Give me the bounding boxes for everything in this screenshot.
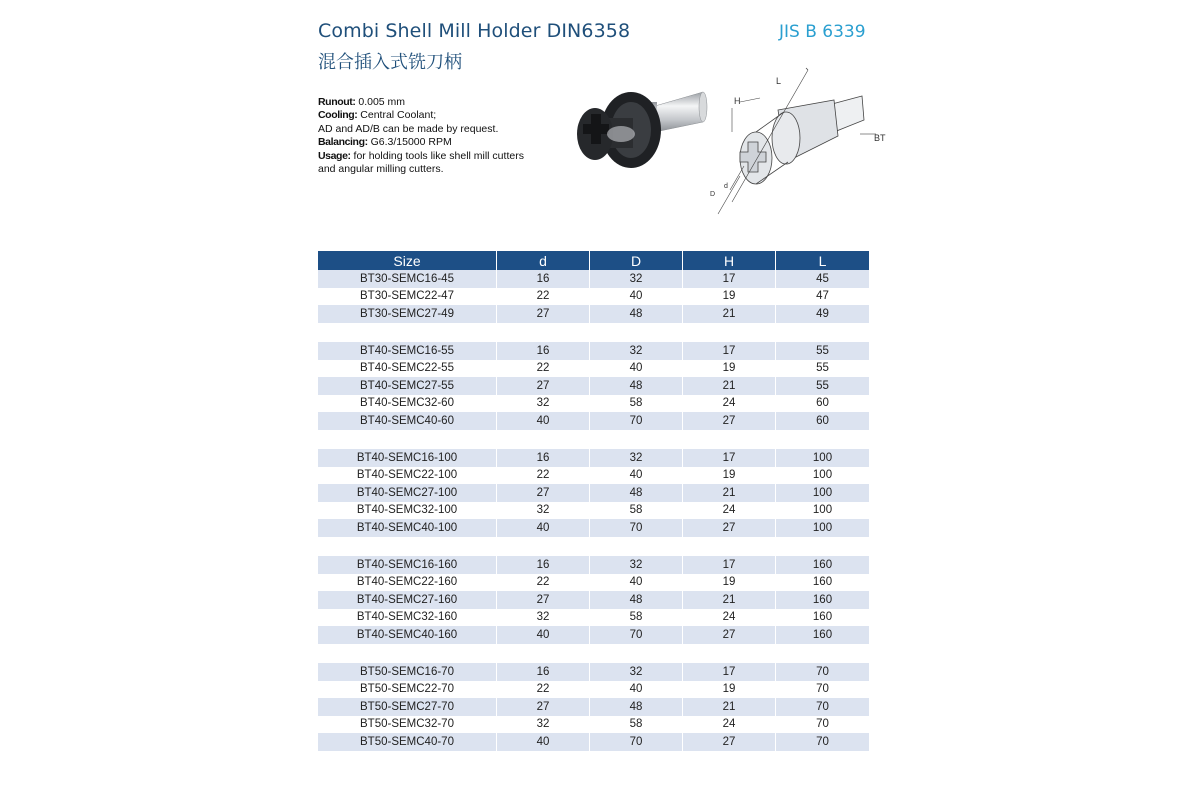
cell-l: 49 <box>776 305 869 323</box>
cell-l: 60 <box>776 395 869 413</box>
spec-cooling-note: AD and AD/B can be made by request. <box>318 122 499 135</box>
cell-h: 17 <box>683 342 776 360</box>
cell-big-d: 58 <box>590 502 683 520</box>
cell-h: 19 <box>683 574 776 592</box>
cell-size: BT50-SEMC16-70 <box>318 663 497 681</box>
cell-l: 47 <box>776 288 869 306</box>
cell-h: 27 <box>683 733 776 751</box>
cell-big-d: 58 <box>590 716 683 734</box>
cell-big-d: 48 <box>590 484 683 502</box>
table-body <box>318 270 869 751</box>
table-row <box>318 305 869 323</box>
cell-size: BT50-SEMC27-70 <box>318 698 497 716</box>
cell-big-d: 40 <box>590 574 683 592</box>
table-row <box>318 626 869 644</box>
cell-h: 24 <box>683 395 776 413</box>
cell-big-d: 32 <box>590 663 683 681</box>
cell-l: 100 <box>776 519 869 537</box>
cell-l: 160 <box>776 626 869 644</box>
cell-big-d: 58 <box>590 395 683 413</box>
cell-d: 22 <box>497 360 590 378</box>
cell-big-d: 40 <box>590 681 683 699</box>
separator-cell <box>318 323 869 343</box>
cell-d: 27 <box>497 484 590 502</box>
table-row <box>318 484 869 502</box>
separator-cell <box>318 430 869 450</box>
cell-h: 27 <box>683 626 776 644</box>
cell-h: 19 <box>683 467 776 485</box>
cell-big-d: 40 <box>590 288 683 306</box>
cell-h: 17 <box>683 663 776 681</box>
table-row <box>318 342 869 360</box>
cell-big-d: 32 <box>590 342 683 360</box>
table-header-row <box>318 251 869 270</box>
column-header-size: Size <box>318 251 497 270</box>
column-header-l: L <box>776 251 869 270</box>
cell-big-d: 70 <box>590 626 683 644</box>
cell-d: 40 <box>497 733 590 751</box>
cell-size: BT30-SEMC27-49 <box>318 305 497 323</box>
cell-size: BT40-SEMC32-100 <box>318 502 497 520</box>
cell-d: 16 <box>497 270 590 288</box>
table-row <box>318 591 869 609</box>
cell-l: 55 <box>776 342 869 360</box>
cell-d: 32 <box>497 716 590 734</box>
cell-size: BT40-SEMC16-55 <box>318 342 497 360</box>
table-row <box>318 449 869 467</box>
cell-big-d: 70 <box>590 412 683 430</box>
cell-big-d: 70 <box>590 733 683 751</box>
cell-big-d: 48 <box>590 698 683 716</box>
group-separator <box>318 537 869 557</box>
cell-l: 100 <box>776 502 869 520</box>
table-row <box>318 377 869 395</box>
cell-d: 27 <box>497 698 590 716</box>
cell-l: 70 <box>776 716 869 734</box>
cell-big-d: 32 <box>590 449 683 467</box>
cell-h: 27 <box>683 519 776 537</box>
cell-size: BT50-SEMC22-70 <box>318 681 497 699</box>
table-row <box>318 663 869 681</box>
cell-size: BT50-SEMC40-70 <box>318 733 497 751</box>
cell-size: BT40-SEMC27-160 <box>318 591 497 609</box>
cell-d: 32 <box>497 502 590 520</box>
cell-l: 55 <box>776 360 869 378</box>
cell-l: 100 <box>776 449 869 467</box>
cell-l: 55 <box>776 377 869 395</box>
cell-h: 21 <box>683 591 776 609</box>
column-header-d: d <box>497 251 590 270</box>
table-row <box>318 716 869 734</box>
spec-cooling: Cooling: Central Coolant; <box>318 109 437 122</box>
cell-d: 40 <box>497 626 590 644</box>
page-title: Combi Shell Mill Holder DIN6358 <box>318 20 631 42</box>
cell-big-d: 32 <box>590 556 683 574</box>
cell-l: 60 <box>776 412 869 430</box>
cell-big-d: 48 <box>590 591 683 609</box>
cell-h: 24 <box>683 609 776 627</box>
cell-h: 19 <box>683 681 776 699</box>
table-row <box>318 270 869 288</box>
cell-l: 70 <box>776 698 869 716</box>
cell-l: 45 <box>776 270 869 288</box>
group-separator <box>318 644 869 664</box>
group-separator <box>318 430 869 450</box>
cell-big-d: 48 <box>590 377 683 395</box>
cell-size: BT40-SEMC32-60 <box>318 395 497 413</box>
cell-l: 160 <box>776 609 869 627</box>
cell-size: BT40-SEMC32-160 <box>318 609 497 627</box>
cell-big-d: 48 <box>590 305 683 323</box>
cell-d: 40 <box>497 519 590 537</box>
table-row <box>318 360 869 378</box>
table-row <box>318 574 869 592</box>
cell-big-d: 40 <box>590 360 683 378</box>
cell-d: 22 <box>497 467 590 485</box>
table-row <box>318 288 869 306</box>
table-row <box>318 698 869 716</box>
cell-d: 16 <box>497 342 590 360</box>
cell-h: 17 <box>683 449 776 467</box>
cell-big-d: 58 <box>590 609 683 627</box>
cell-d: 27 <box>497 377 590 395</box>
page-title-chinese: 混合插入式铣刀柄 <box>318 52 462 73</box>
cell-d: 16 <box>497 556 590 574</box>
spec-usage: Usage: for holding tools like shell mill cutters and angular milling cutters. <box>318 149 524 176</box>
table-row <box>318 412 869 430</box>
cell-d: 32 <box>497 609 590 627</box>
cell-d: 16 <box>497 449 590 467</box>
separator-cell <box>318 537 869 557</box>
cell-h: 19 <box>683 360 776 378</box>
drawing-label-d-large: D <box>710 191 716 198</box>
table-row <box>318 733 869 751</box>
cell-d: 27 <box>497 305 590 323</box>
cell-h: 21 <box>683 484 776 502</box>
table-row <box>318 519 869 537</box>
drawing-label-l: L <box>776 76 782 86</box>
cell-big-d: 40 <box>590 467 683 485</box>
table-row <box>318 556 869 574</box>
cell-size: BT40-SEMC16-100 <box>318 449 497 467</box>
technical-drawing <box>700 62 895 232</box>
cell-size: BT40-SEMC22-160 <box>318 574 497 592</box>
spec-table <box>318 251 869 751</box>
cell-d: 22 <box>497 574 590 592</box>
cell-size: BT40-SEMC27-100 <box>318 484 497 502</box>
cell-d: 22 <box>497 681 590 699</box>
cell-h: 17 <box>683 556 776 574</box>
cell-h: 21 <box>683 305 776 323</box>
cell-h: 17 <box>683 270 776 288</box>
drawing-label-d-small: d <box>724 183 728 190</box>
separator-cell <box>318 644 869 664</box>
cell-big-d: 32 <box>590 270 683 288</box>
cell-l: 160 <box>776 574 869 592</box>
cell-l: 100 <box>776 467 869 485</box>
cell-l: 70 <box>776 663 869 681</box>
cell-l: 70 <box>776 681 869 699</box>
table-row <box>318 609 869 627</box>
cell-d: 27 <box>497 591 590 609</box>
cell-d: 40 <box>497 412 590 430</box>
cell-h: 21 <box>683 377 776 395</box>
cell-size: BT30-SEMC16-45 <box>318 270 497 288</box>
standard-label: JIS B 6339 <box>779 22 866 42</box>
cell-h: 24 <box>683 716 776 734</box>
cell-size: BT40-SEMC40-160 <box>318 626 497 644</box>
cell-l: 160 <box>776 556 869 574</box>
cell-h: 27 <box>683 412 776 430</box>
cell-size: BT40-SEMC22-100 <box>318 467 497 485</box>
column-header-h: H <box>683 251 776 270</box>
cell-h: 24 <box>683 502 776 520</box>
cell-size: BT40-SEMC40-100 <box>318 519 497 537</box>
cell-h: 21 <box>683 698 776 716</box>
cell-l: 100 <box>776 484 869 502</box>
cell-l: 160 <box>776 591 869 609</box>
table-row <box>318 467 869 485</box>
cell-size: BT40-SEMC16-160 <box>318 556 497 574</box>
spec-balancing: Balancing: G6.3/15000 RPM <box>318 136 452 149</box>
cell-size: BT40-SEMC27-55 <box>318 377 497 395</box>
cell-d: 16 <box>497 663 590 681</box>
column-header-big-d: D <box>590 251 683 270</box>
cell-size: BT40-SEMC40-60 <box>318 412 497 430</box>
cell-big-d: 70 <box>590 519 683 537</box>
cell-d: 22 <box>497 288 590 306</box>
table-row <box>318 502 869 520</box>
group-separator <box>318 323 869 343</box>
table-row <box>318 681 869 699</box>
cell-d: 32 <box>497 395 590 413</box>
spec-runout: Runout: 0.005 mm <box>318 96 406 108</box>
product-photo <box>553 88 723 198</box>
spec-list <box>318 96 533 176</box>
table-row <box>318 395 869 413</box>
cell-l: 70 <box>776 733 869 751</box>
cell-size: BT40-SEMC22-55 <box>318 360 497 378</box>
cell-size: BT30-SEMC22-47 <box>318 288 497 306</box>
cell-h: 19 <box>683 288 776 306</box>
drawing-label-bt: BT <box>874 133 886 143</box>
drawing-label-h: H <box>734 96 741 106</box>
cell-size: BT50-SEMC32-70 <box>318 716 497 734</box>
